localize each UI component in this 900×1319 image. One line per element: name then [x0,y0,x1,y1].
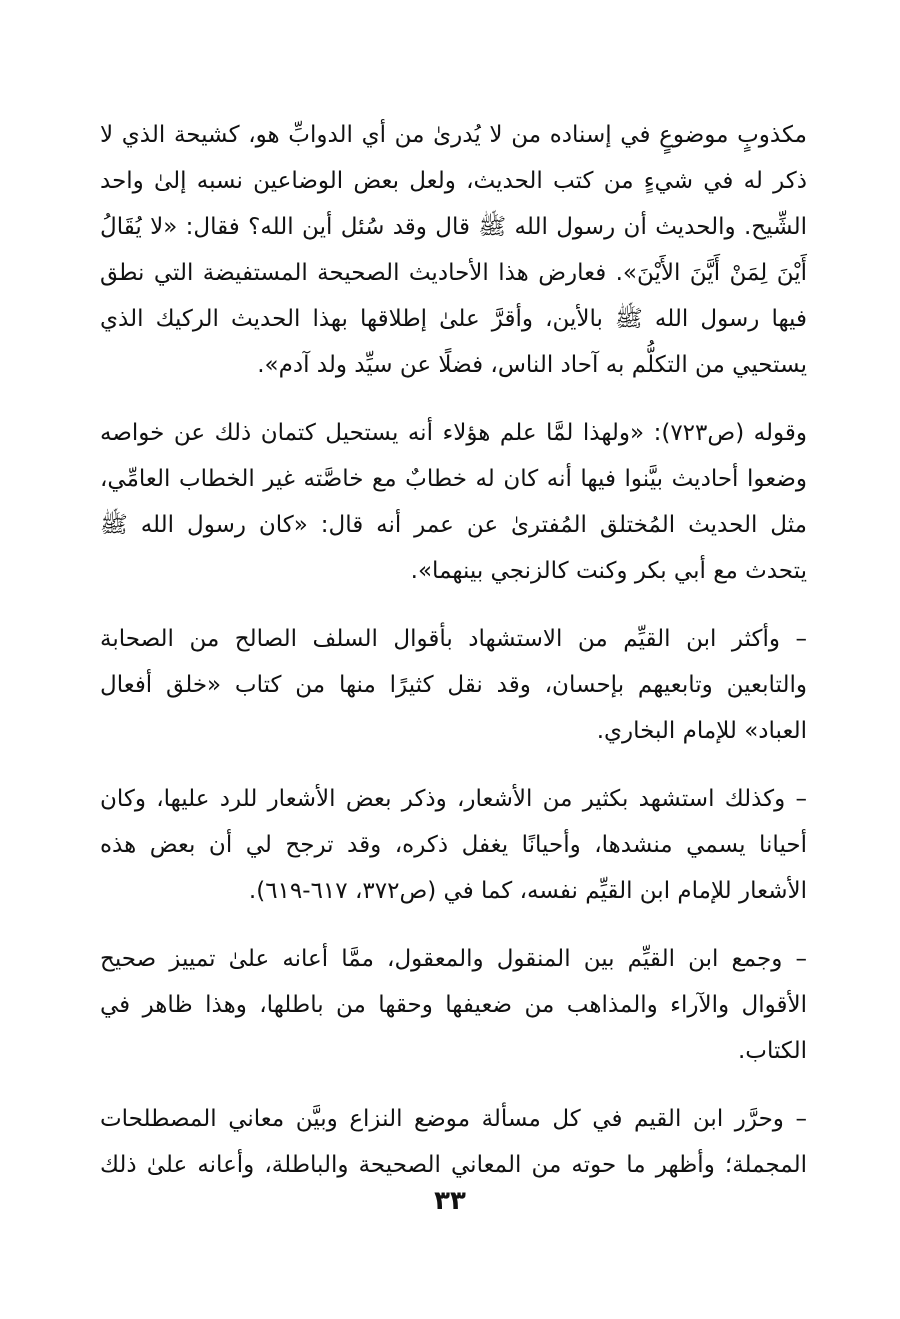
paragraph-2: وقوله (ص٧٢٣): «ولهذا لمَّا علم هؤلاء أنه يستحيل كتمان ذلك عن خواصه وضعوا أحاديث بيَّنوا فيها أنه كان له خطابٌ مع خاصَّته غير الخطاب العامِّي، مثل الحديث المُختلق المُفترىٰ عن عمر أنه قال: «كان رسول الله ﷺ يتحدث مع أبي بكر وكنت كالزنجي بينهما». [100,420,807,584]
page-body [100,112,807,1188]
paragraph-4: – وكذلك استشهد بكثير من الأشعار، وذكر بعض الأشعار للرد عليها، وكان أحيانا يسمي منشدها، وأحيانًا يغفل ذكره، وقد ترجح لي أن بعض هذه الأشعار للإمام ابن القيِّم نفسه، كما في (ص٣٧٢، ٦١٧-٦١٩). [100,786,807,904]
paragraph-6: – وحرَّر ابن القيم في كل مسألة موضع النزاع وبيَّن معاني المصطلحات المجملة؛ وأظهر ما حوته من المعاني الصحيحة والباطلة، وأعانه علىٰ ذلك [100,1106,807,1178]
paragraph-5: – وجمع ابن القيِّم بين المنقول والمعقول، ممَّا أعانه علىٰ تمييز صحيح الأقوال والآراء والمذاهب من ضعيفها وحقها من باطلها، وهذا ظاهر في الكتاب. [100,946,807,1064]
page-number: ٣٣ [434,1186,466,1216]
paragraph-1: مكذوبٍ موضوعٍ في إسناده من لا يُدرىٰ من أي الدوابِّ هو، كشيحة الذي لا ذكر له في شيءٍ من كتب الحديث، ولعل بعض الوضاعين نسبه إلىٰ واحد الشِّيح. والحديث أن رسول الله ﷺ قال وقد سُئل أين الله؟ فقال: «لا يُقَالُ أَيْنَ لِمَنْ أَيَّنَ الأَيْنَ». فعارض هذا الأحاديث الصحيحة المستفيضة التي نطق فيها رسول الله ﷺ بالأين، وأقرَّ علىٰ إطلاقها بهذا الحديث الركيك الذي يستحيي من التكلُّم به آحاد الناس، فضلًا عن سيِّد ولد آدم». [100,122,807,378]
paragraph-3: – وأكثر ابن القيِّم من الاستشهاد بأقوال السلف الصالح من الصحابة والتابعين وتابعيهم بإحسان، وقد نقل كثيرًا منها من كتاب «خلق أفعال العباد» للإمام البخاري. [100,626,807,744]
